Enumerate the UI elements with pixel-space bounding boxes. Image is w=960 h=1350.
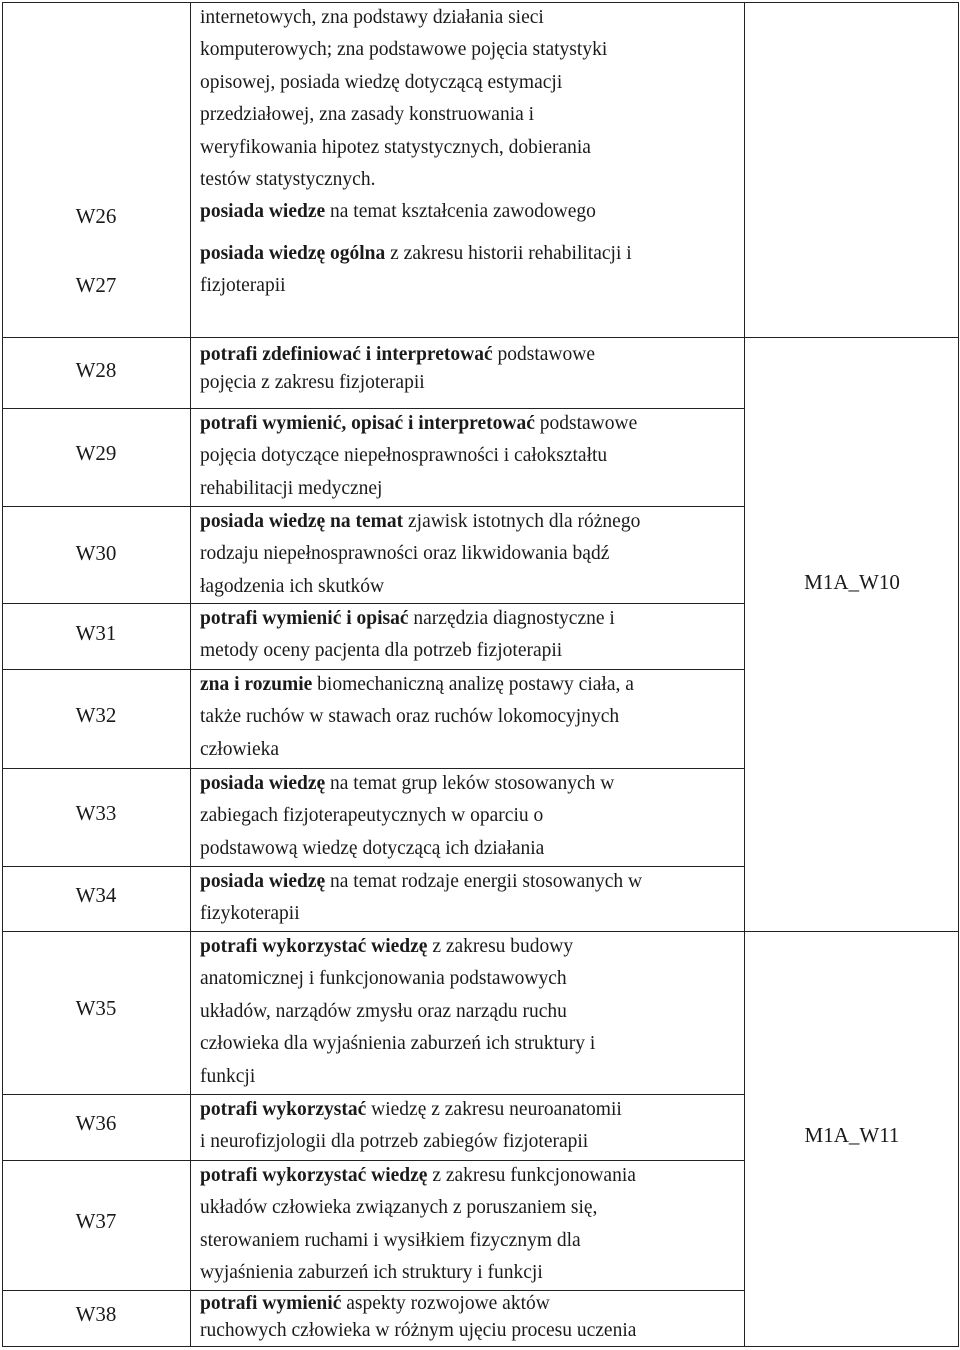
description-text: układów człowieka związanych z poruszaniem się, [200,1197,598,1219]
description-bold-text: potrafi wymienić [200,1293,342,1314]
description-line [200,196,738,228]
description-text: biomechaniczną analizę postawy ciała, a [312,674,634,695]
description-line [200,734,738,766]
description-line [200,1028,738,1060]
description-line [200,1126,738,1158]
description-line [200,996,738,1028]
description-text: przedziałowej, zna zasady konstruowania i [200,104,535,126]
description-line [200,473,738,505]
description-text: z zakresu historii rehabilitacji i [385,243,632,264]
outcome-code: W33 [75,801,117,825]
description-line [200,408,738,440]
description-line [200,1290,738,1317]
description-line [200,369,738,397]
description-line [200,669,738,701]
description-line [200,1160,738,1192]
description-text: łagodzenia ich skutków [200,575,385,597]
description-line [200,132,738,164]
description-text: rehabilitacji medycznej [200,477,383,499]
description-line [200,2,738,34]
description-line [200,963,738,995]
description-line [200,701,738,733]
outcome-code: W37 [75,1209,117,1233]
description-line [200,571,738,603]
description-bold-text: posiada wiedzę [200,773,326,794]
description-text: funkcji [200,1065,256,1087]
description-line [200,800,738,832]
description-line [200,538,738,570]
outcome-description [200,866,738,931]
outcome-code: W38 [75,1302,117,1326]
description-text: na temat grup leków stosowanych w [325,773,615,794]
description-line [200,341,738,369]
outcome-code: W27 [75,273,117,297]
description-line [200,1257,738,1289]
description-bold-text: posiada wiedzę na temat [200,511,404,532]
description-text: podstawową wiedzę dotyczącą ich działania [200,837,545,859]
description-line [200,1225,738,1257]
description-text: zabiegach fizjoterapeutycznych w oparciu o [200,805,544,827]
description-line [200,67,738,99]
outcome-description [200,1160,738,1290]
description-line [200,506,738,538]
description-line [200,768,738,800]
description-text: z zakresu budowy [427,936,574,957]
description-text: komputerowych; zna podstawowe pojęcia statystyki [200,39,608,61]
description-text: z zakresu funkcjonowania [427,1165,636,1186]
description-text: podstawowe [492,344,595,365]
description-text: także ruchów w stawach oraz ruchów lokomocyjnych [200,706,620,728]
description-text: rodzaju niepełnosprawności oraz likwidowania bądź [200,543,610,565]
outcome-description [200,931,738,1093]
description-text: pojęcia z zakresu fizjoterapii [200,372,425,393]
outcome-code: W29 [75,441,117,465]
outcome-code: W36 [75,1111,117,1135]
mapping-code: M1A_W11 [804,1123,900,1147]
description-bold-text: posiada wiedze [200,201,326,223]
description-line [200,270,738,302]
outcome-description [200,768,738,865]
outcome-code: W26 [75,204,117,228]
description-bold-text: zna i rozumie [200,674,313,695]
description-line [200,1094,738,1126]
description-text: na temat kształcenia zawodowego [325,201,596,223]
description-text: testów statystycznych. [200,169,376,191]
description-bold-text: posiada wiedzę ogólna [200,243,386,264]
outcome-description [200,2,738,229]
description-bold-text: potrafi zdefiniować i interpretować [200,344,493,365]
outcome-description [200,341,738,397]
outcome-code: W28 [75,358,117,382]
description-text: podstawowe [534,413,638,434]
description-text: ruchowych człowieka w różnym ujęciu procesu uczenia [200,1320,637,1341]
description-line [200,833,738,865]
description-text: anatomicznej i funkcjonowania podstawowych [200,968,567,990]
outcome-code: W32 [75,703,117,727]
mapping-code: M1A_W10 [804,570,900,594]
description-line [200,635,738,667]
description-text: zjawisk istotnych dla różnego [403,511,641,532]
description-line [200,931,738,963]
description-bold-text: potrafi wykorzystać wiedzę [200,1165,428,1186]
description-text: i neurofizjologii dla potrzeb zabiegów fizjoterapii [200,1131,589,1153]
description-text: opisowej, posiada wiedzę dotyczącą estymacji [200,71,563,93]
description-text: sterowaniem ruchami i wysiłkiem fizycznym dla [200,1229,581,1251]
description-text: człowieka [200,738,280,760]
description-line [200,866,738,898]
outcome-description [200,408,738,505]
description-text: układów, narządów zmysłu oraz narządu ruchu [200,1000,567,1022]
description-bold-text: posiada wiedzę [200,871,326,892]
description-line [200,1061,738,1093]
description-text: pojęcia dotyczące niepełnosprawności i całokształtu [200,445,608,467]
outcome-description [200,669,738,766]
description-text: narzędzia diagnostyczne i [408,608,615,629]
description-text: metody oceny pacjenta dla potrzeb fizjoterapii [200,640,563,662]
description-text: aspekty rozwojowe aktów [341,1293,550,1314]
description-bold-text: potrafi wymienić, opisać i interpretować [200,413,535,434]
description-text: na temat rodzaje energii stosowanych w [325,871,643,892]
outcome-code: W35 [75,996,117,1020]
description-text: wyjaśnienia zaburzeń ich struktury i funkcji [200,1262,543,1284]
description-line [200,603,738,635]
description-text: człowieka dla wyjaśnienia zaburzeń ich struktury i [200,1033,596,1055]
description-line [200,898,738,930]
description-line [200,34,738,66]
description-line [200,440,738,472]
description-text: wiedzę z zakresu neuroanatomii [366,1099,622,1120]
description-line [200,164,738,196]
outcome-code: W31 [75,621,117,645]
outcome-description [200,238,738,303]
outcome-description [200,1290,738,1344]
outcome-description [200,1094,738,1159]
description-text: weryfikowania hipotez statystycznych, dobierania [200,136,591,158]
description-line [200,238,738,270]
outcome-code: W34 [75,883,117,907]
outcome-code: W30 [75,541,117,565]
description-bold-text: potrafi wymienić i opisać [200,608,409,629]
outcome-description [200,603,738,668]
description-text: internetowych, zna podstawy działania sieci [200,7,544,28]
description-line [200,1192,738,1224]
description-line [200,1317,738,1344]
description-line [200,99,738,131]
description-text: fizjoterapii [200,275,286,297]
description-text: fizykoterapii [200,903,300,925]
description-bold-text: potrafi wykorzystać wiedzę [200,936,428,957]
description-bold-text: potrafi wykorzystać [200,1099,367,1120]
outcome-description [200,506,738,603]
